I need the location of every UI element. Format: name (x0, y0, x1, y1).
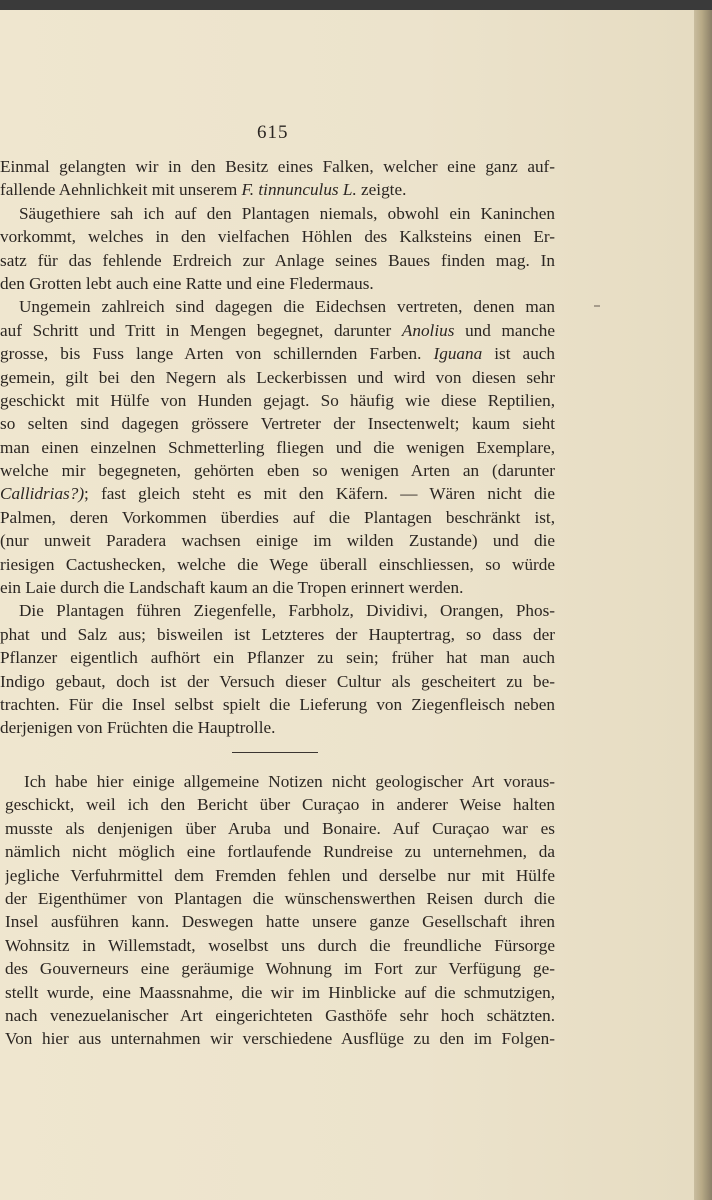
genus-name: Callidrias?) (0, 484, 85, 504)
text-line: (nur unweit Paradera wachsen einige im wilden Zustande) und die (0, 531, 555, 551)
species-name: F. tinnunculus L. (241, 180, 357, 200)
text-line: Insel ausführen kann. Deswegen hatte unsere ganze Gesellschaft ihren (5, 912, 555, 932)
text-line: Ich habe hier einige allgemeine Notizen nicht geologischer Art voraus- (24, 772, 555, 791)
text-line: Wohnsitz in Willemstadt, woselbst uns durch die freundliche Fürsorge (5, 935, 555, 955)
text-line: vorkommt, welches in den vielfachen Höhlen des Kalksteins einen Er- (0, 227, 555, 247)
text-line: Einmal gelangten wir in den Besitz eines Falken, welcher eine ganz auf- (0, 157, 555, 176)
book-page (0, 10, 694, 1200)
genus-name: Anolius (401, 320, 455, 340)
text-line: des Gouverneurs eine geräumige Wohnung im Fort zur Verfügung ge- (5, 959, 555, 979)
text-line: musste als denjenigen über Aruba und Bonaire. Auf Curaçao war es (5, 818, 555, 838)
text-line: den Grotten lebt auch eine Ratte und eine Fledermaus. (0, 273, 374, 293)
text-line: ein Laie durch die Landschaft kaum an die Tropen erinnert werden. (0, 578, 464, 598)
text-line: fallende Aehnlichkeit mit unserem F. tinnunculus L. zeigte. (0, 180, 407, 200)
text-line: Säugethiere sah ich auf den Plantagen niemals, obwohl ein Kaninchen (19, 203, 555, 223)
text-line: stellt wurde, eine Maassnahme, die wir im Hinblicke auf die schmutzigen, (5, 982, 555, 1002)
text-line: der Eigenthümer von Plantagen die wünschenswerthen Reisen durch die (5, 888, 555, 908)
text-line: geschickt, weil ich den Bericht über Curaçao in anderer Weise halten (5, 795, 555, 815)
text-line: Callidrias?); fast gleich steht es mit den Käfern. — Wären nicht die (0, 484, 555, 504)
text-line: Indigo gebaut, doch ist der Versuch dieser Cultur als gescheitert zu be- (0, 671, 555, 691)
paper-mark (594, 305, 600, 307)
genus-name: Iguana (433, 344, 483, 364)
text-line: trachten. Für die Insel selbst spielt die Lieferung von Ziegenfleisch neben (0, 694, 555, 714)
text-line: gemein, gilt bei den Negern als Leckerbissen und wird von diesen sehr (0, 367, 555, 387)
text-line: Ungemein zahlreich sind dagegen die Eidechsen vertreten, denen man (19, 297, 555, 317)
text-line: geschickt mit Hülfe von Hunden gejagt. So häufig wie diese Reptilien, (0, 390, 555, 410)
text-block-lower (5, 770, 555, 1051)
text-line: Palmen, deren Vorkommen überdies auf die Plantagen beschränkt ist, (0, 507, 555, 527)
text-line: derjenigen von Früchten die Hauptrolle. (0, 718, 276, 738)
text-line: man einen einzelnen Schmetterling fliegen und die wenigen Exemplare, (0, 437, 555, 457)
text-line: riesigen Cactushecken, welche die Wege überall einschliessen, so würde (0, 554, 555, 574)
text-line: jegliche Verfuhrmittel dem Fremden fehlen und derselbe nur mit Hülfe (5, 865, 555, 885)
page-number: 615 (257, 122, 289, 143)
text-line: nämlich nicht möglich eine fortlaufende Rundreise zu unternehmen, da (5, 842, 555, 862)
text-line: so selten sind dagegen grössere Vertreter der Insectenwelt; kaum sieht (0, 414, 555, 434)
section-divider (232, 752, 318, 753)
text-line: auf Schritt und Tritt in Mengen begegnet, darunter Anolius und manche (0, 320, 555, 340)
text-line: Pflanzer eigentlich aufhört ein Pflanzer zu sein; früher hat man auch (0, 648, 555, 668)
text-line: satz für das fehlende Erdreich zur Anlage seines Baues finden mag. In (0, 250, 555, 270)
text-line: Die Plantagen führen Ziegenfelle, Farbholz, Dividivi, Orangen, Phos- (19, 601, 555, 621)
text-line: Von hier aus unternahmen wir verschiedene Ausflüge zu den im Folgen- (5, 1029, 555, 1049)
text-line: grosse, bis Fuss lange Arten von schillernden Farben. Iguana ist auch (0, 344, 555, 364)
page-edge (694, 10, 712, 1200)
text-line: welche mir begegneten, gehörten eben so wenigen Arten an (darunter (0, 461, 555, 481)
text-line: nach venezuelanischer Art eingerichteten Gasthöfe sehr hoch schätzten. (5, 1005, 555, 1025)
scan-border (0, 0, 712, 10)
text-line: phat und Salz aus; bisweilen ist Letzteres der Hauptertrag, so dass der (0, 624, 555, 644)
text-block-upper (0, 155, 555, 740)
